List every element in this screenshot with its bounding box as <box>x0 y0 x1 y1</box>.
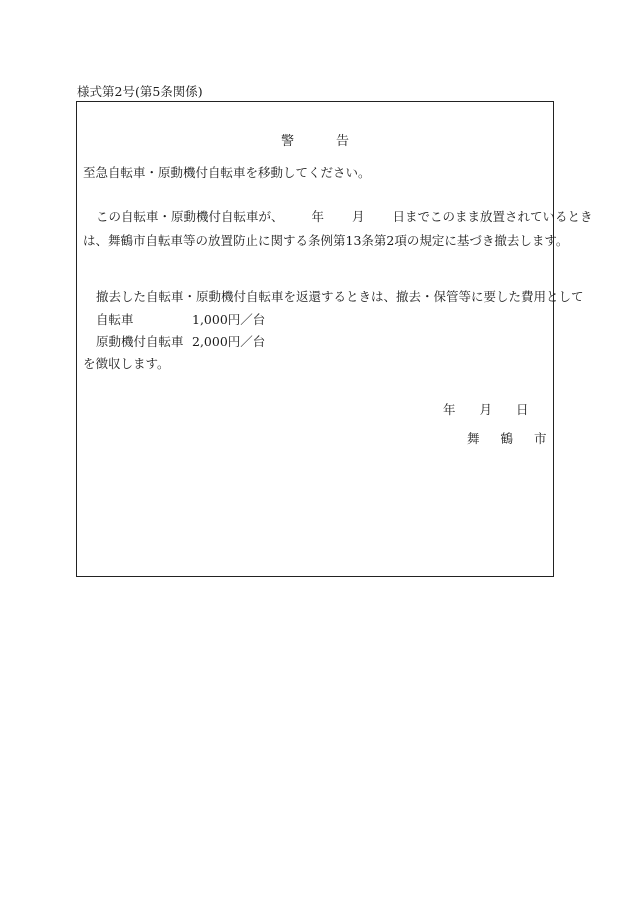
title-part-1: 警 <box>280 134 294 149</box>
date-line <box>443 402 529 418</box>
para2-text: 撤去した自転車・原動機付自転車を返還するときは、撤去・保管等に要した費用として <box>96 289 584 304</box>
urgent-request: 至急自転車・原動機付自転車を移動してください。 <box>83 165 371 180</box>
fee-amount-bicycle: 1,000円／台 <box>192 312 266 327</box>
paragraph-1-line-2: は、舞鶴市自転車等の放置防止に関する条例第13条第2項の規定に基づき撤去します。 <box>83 233 569 248</box>
paragraph-2-line-1 <box>83 289 584 305</box>
city-char-2: 鶴 <box>500 431 514 446</box>
date-day: 日 <box>516 402 529 417</box>
fee-row-moped <box>83 334 265 350</box>
paragraph-1-line-1 <box>83 209 593 225</box>
date-year: 年 <box>443 402 456 417</box>
para1-month: 月 <box>352 209 365 224</box>
fee-amount-moped: 2,000円／台 <box>192 334 266 349</box>
title-part-2: 告 <box>336 134 350 149</box>
city-char-3: 市 <box>534 431 547 446</box>
collect-text: を徴収します。 <box>83 356 170 371</box>
para1-year: 年 <box>311 209 325 224</box>
form-number: 様式第2号(第5条関係) <box>77 84 203 99</box>
city-char-1: 舞 <box>467 431 480 446</box>
city-name <box>467 431 547 447</box>
notice-title <box>77 134 553 150</box>
para1-text-a: この自転車・原動機付自転車が、 <box>96 209 284 224</box>
fee-label-bicycle: 自転車 <box>96 312 134 327</box>
notice-box <box>76 101 593 577</box>
date-month: 月 <box>479 402 493 417</box>
para1-text-b: 日までこのまま放置されているとき <box>392 209 593 224</box>
fee-label-moped: 原動機付自転車 <box>96 334 184 349</box>
fee-row-bicycle <box>83 312 265 328</box>
